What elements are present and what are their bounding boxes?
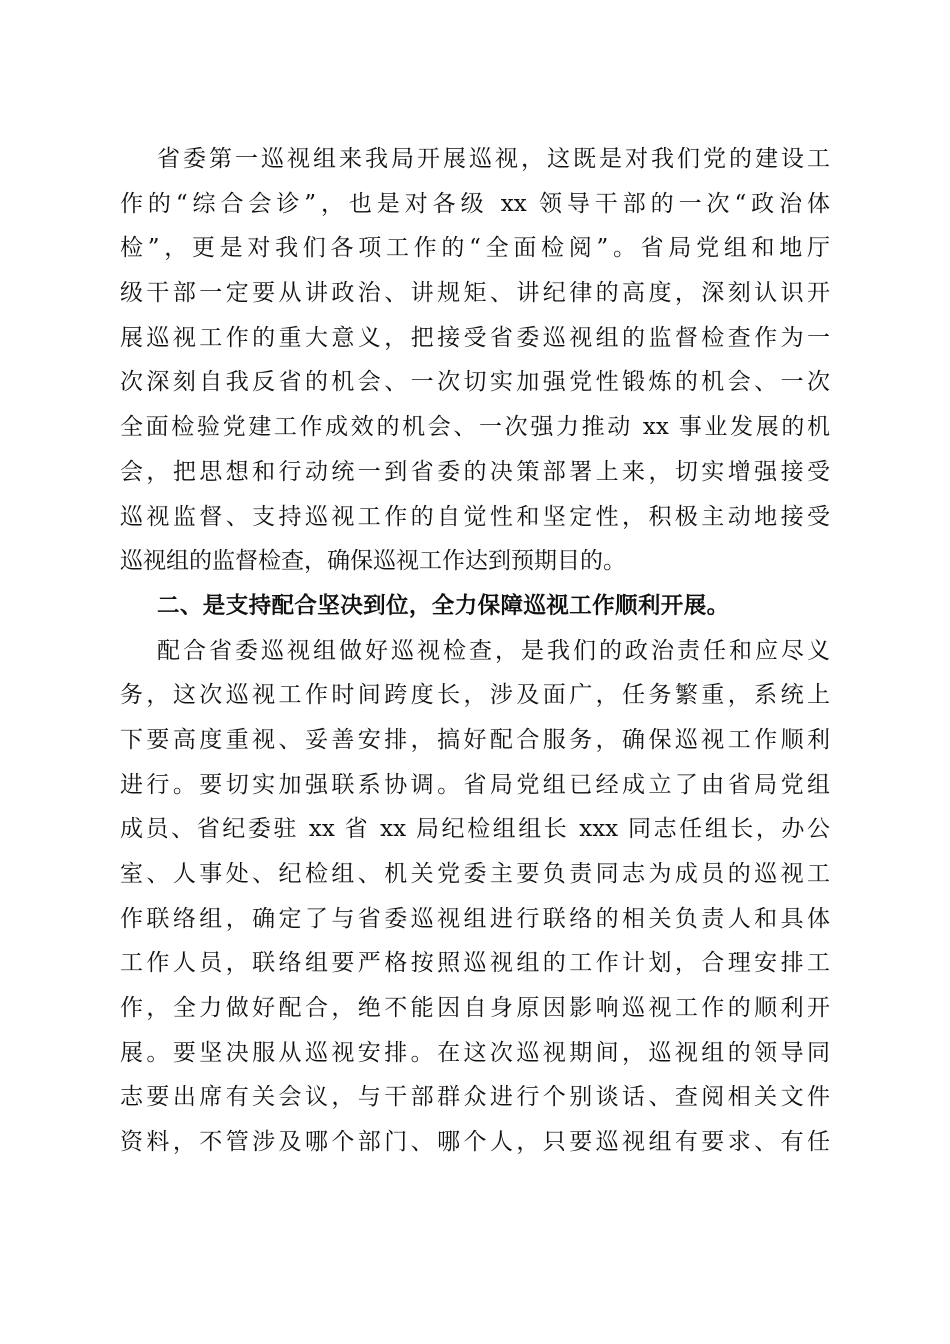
paragraph-line: 资料，不管涉及哪个部门、哪个人，只要巡视组有要求、有任 xyxy=(120,1129,830,1156)
paragraph-line: 会，把思想和行动统一到省委的决策部署上来，切实增强接受 xyxy=(120,458,830,485)
paragraph-line: 省委第一巡视组来我局开展巡视，这既是对我们党的建设工 xyxy=(157,146,830,172)
paragraph-line: 进行。要切实加强联系协调。省局党组已经成立了由省局党组 xyxy=(120,771,830,798)
paragraph-line: 全面检验党建工作成效的机会、一次强力推动 xx 事业发展的机 xyxy=(120,414,830,441)
paragraph-line: 巡视组的监督检查，确保巡视工作达到预期目的。 xyxy=(120,548,626,575)
paragraph-line: 工作人员，联络组要严格按照巡视组的工作计划，合理安排工 xyxy=(120,950,830,977)
paragraph-line: 作联络组，确定了与省委巡视组进行联络的相关负责人和具体 xyxy=(120,905,830,932)
paragraph-line: 次深刻自我反省的机会、一次切实加强党性锻炼的机会、一次 xyxy=(120,369,830,396)
paragraph-2 xyxy=(120,629,830,1165)
paragraph-line: 室、人事处、纪检组、机关党委主要负责同志为成员的巡视工 xyxy=(120,861,830,887)
paragraph-line: 志要出席有关会议，与干部群众进行个别谈话、查阅相关文件 xyxy=(120,1084,830,1111)
paragraph-line: 作，全力做好配合，绝不能因自身原因影响巡视工作的顺利开 xyxy=(120,995,830,1022)
paragraph-line: 巡视监督、支持巡视工作的自觉性和坚定性，积极主动地接受 xyxy=(120,503,830,530)
section-heading: 二、是支持配合坚决到位，全力保障巡视工作顺利开展。 xyxy=(157,592,730,619)
paragraph-line: 展巡视工作的重大意义，把接受省委巡视组的监督检查作为一 xyxy=(120,324,830,351)
paragraph-line: 检”，更是对我们各项工作的“全面检阅”。省局党组和地厅 xyxy=(120,235,830,262)
paragraph-line: 级干部一定要从讲政治、讲规矩、讲纪律的高度，深刻认识开 xyxy=(120,280,830,307)
paragraph-line: 作的“综合会诊”，也是对各级 xx 领导干部的一次“政治体 xyxy=(120,190,830,217)
paragraph-1 xyxy=(120,137,830,584)
paragraph-line: 成员、省纪委驻 xx 省 xx 局纪检组组长 xxx 同志任组长，办公 xyxy=(120,816,830,843)
paragraph-line: 配合省委巡视组做好巡视检查，是我们的政治责任和应尽义 xyxy=(157,637,830,664)
document-body xyxy=(120,137,830,1165)
paragraph-line: 下要高度重视、妥善安排，搞好配合服务，确保巡视工作顺利 xyxy=(120,726,830,753)
paragraph-line: 展。要坚决服从巡视安排。在这次巡视期间，巡视组的领导同 xyxy=(120,1039,830,1066)
paragraph-line: 务，这次巡视工作时间跨度长，涉及面广，任务繁重，系统上 xyxy=(120,682,830,709)
